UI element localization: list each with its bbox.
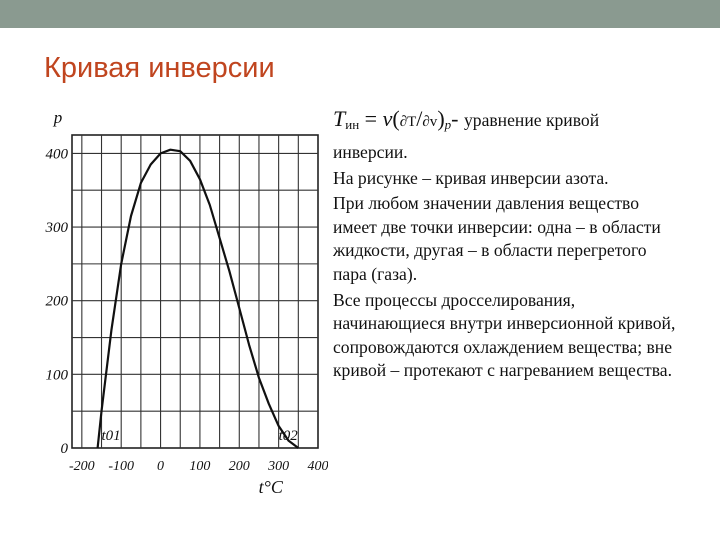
inversion-curve bbox=[98, 150, 299, 448]
formula-denominator: ∂v bbox=[422, 114, 438, 130]
chart-labels bbox=[45, 108, 329, 497]
formula-v: v bbox=[382, 106, 393, 131]
plot-frame bbox=[72, 135, 318, 448]
formula-lhs: T bbox=[333, 106, 346, 131]
formula-close: ) bbox=[437, 106, 445, 131]
paragraph-2: На рисунке – кривая инверсии азота. bbox=[333, 167, 609, 188]
formula-paragraph bbox=[333, 103, 678, 165]
annotation-t02: t02 bbox=[278, 428, 298, 444]
y-tick-label: 400 bbox=[45, 146, 68, 163]
annotation-t01: t01 bbox=[101, 428, 121, 444]
y-tick-label: 0 bbox=[60, 441, 68, 457]
x-tick-label: 400 bbox=[307, 459, 328, 474]
x-tick-label: 0 bbox=[157, 459, 165, 474]
y-tick-label: 100 bbox=[45, 367, 68, 384]
chart-grid bbox=[72, 135, 318, 448]
chart-curve-layer bbox=[98, 150, 299, 448]
inversion-curve-chart bbox=[28, 100, 328, 500]
x-tick-label: 300 bbox=[268, 459, 290, 474]
chart-svg bbox=[28, 100, 328, 500]
y-tick-label: 300 bbox=[45, 220, 68, 237]
y-axis-label: p bbox=[53, 108, 63, 127]
x-tick-label: -100 bbox=[108, 459, 135, 474]
formula-dash: - bbox=[451, 106, 459, 131]
top-bar bbox=[0, 0, 720, 28]
formula-p-sub: p bbox=[444, 117, 452, 132]
formula bbox=[333, 106, 464, 131]
text-panel bbox=[333, 103, 678, 385]
paragraph-1-rest: кривой инверсии. bbox=[333, 110, 600, 162]
paragraph-3: При любом значении давления вещество имеет две точки инверсии: одна – в области жидкости, другая – в области перегретого пара (газа). bbox=[333, 193, 661, 284]
formula-equals: = bbox=[359, 106, 383, 131]
slide-title: Кривая инверсии bbox=[44, 52, 275, 84]
formula-open: ( bbox=[392, 106, 400, 131]
formula-slash: / bbox=[416, 106, 423, 131]
formula-description: уравнение bbox=[463, 110, 542, 130]
paragraph-4: Все процессы дросселирования, начинающиеся внутри инверсионной кривой, сопровождаются охлаждением вещества; вне кривой – протекают с нагреванием вещества. bbox=[333, 289, 676, 381]
x-tick-label: 100 bbox=[189, 459, 211, 474]
y-tick-label: 200 bbox=[45, 293, 68, 310]
formula-numerator: ∂T bbox=[399, 114, 417, 130]
x-axis-label: t°C bbox=[258, 477, 283, 497]
formula-lhs-sub: ин bbox=[345, 117, 360, 132]
x-tick-label: -200 bbox=[69, 459, 95, 474]
x-tick-label: 200 bbox=[228, 459, 250, 474]
